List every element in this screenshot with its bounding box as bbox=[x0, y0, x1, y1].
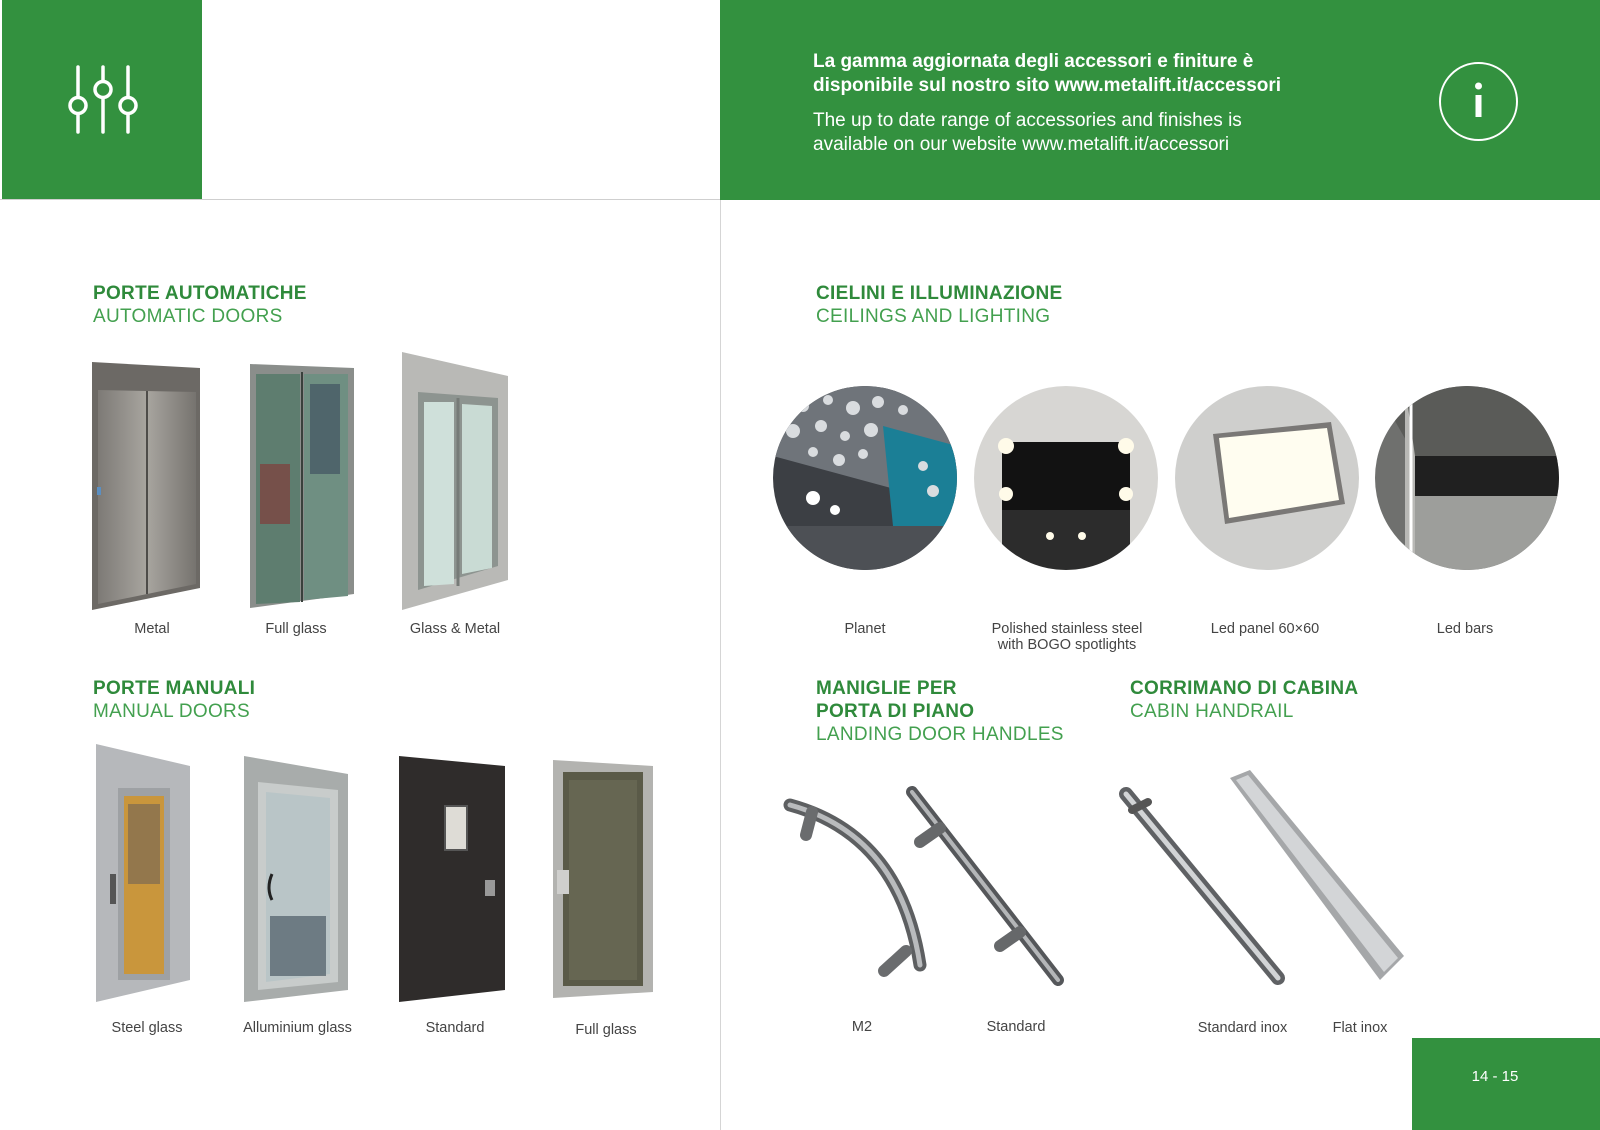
caption-full-glass-manual: Full glass bbox=[575, 1022, 637, 1038]
caption-m2: M2 bbox=[851, 1019, 873, 1035]
caption-alluminium-glass: Alluminium glass bbox=[243, 1020, 352, 1036]
door-alluminium-glass-image bbox=[244, 756, 350, 1006]
door-standard-image bbox=[399, 756, 507, 1006]
caption-standard-door: Standard bbox=[425, 1020, 485, 1036]
caption-led-bars: Led bars bbox=[1436, 621, 1494, 637]
handles-title-it-2: PORTA DI PIANO bbox=[816, 701, 975, 722]
handles-title-it-1: MANIGLIE PER bbox=[816, 678, 957, 699]
page-divider bbox=[720, 200, 721, 1130]
door-full-glass-manual-image bbox=[553, 760, 655, 1000]
automatic-doors-title-en: AUTOMATIC DOORS bbox=[93, 306, 283, 327]
manual-doors-title-en: MANUAL DOORS bbox=[93, 701, 251, 722]
page-number-block bbox=[1412, 1038, 1600, 1130]
door-metal-image bbox=[92, 362, 202, 612]
caption-planet: Planet bbox=[844, 621, 886, 637]
handles-title-en: LANDING DOOR HANDLES bbox=[816, 724, 1064, 745]
ceiling-led-panel-image bbox=[1175, 386, 1359, 570]
header-info-banner bbox=[720, 0, 1600, 200]
ceilings-title-en: CEILINGS AND LIGHTING bbox=[816, 306, 1051, 327]
sliders-icon bbox=[68, 64, 140, 136]
caption-glass-metal: Glass & Metal bbox=[409, 621, 501, 637]
info-icon bbox=[1438, 61, 1519, 142]
caption-polished-steel: Polished stainless steel with BOGO spotlights bbox=[991, 621, 1143, 653]
handrail-title-en: CABIN HANDRAIL bbox=[1130, 701, 1294, 722]
caption-steel-glass: Steel glass bbox=[111, 1020, 183, 1036]
handrail-title-it: CORRIMANO DI CABINA bbox=[1130, 678, 1359, 699]
handrail-flat-inox-image bbox=[1218, 768, 1408, 988]
ceiling-led-bars-image bbox=[1375, 386, 1559, 570]
caption-full-glass-auto: Full glass bbox=[265, 621, 327, 637]
ceilings-title-it: CIELINI E ILLUMINAZIONE bbox=[816, 283, 1063, 304]
header-divider bbox=[0, 199, 720, 200]
ceiling-polished-steel-image bbox=[974, 386, 1158, 570]
page-numbers: 14 - 15 bbox=[1471, 1068, 1519, 1085]
automatic-doors-title-it: PORTE AUTOMATICHE bbox=[93, 283, 307, 304]
caption-flat-inox: Flat inox bbox=[1332, 1020, 1388, 1036]
door-full-glass-image bbox=[250, 364, 356, 610]
header-left-block bbox=[2, 0, 202, 199]
handle-standard-image bbox=[900, 780, 1070, 990]
info-text-en: The up to date range of accessories and finishes is available on our website www.metalift.it/accessori bbox=[813, 110, 1242, 155]
manual-doors-title-it: PORTE MANUALI bbox=[93, 678, 256, 699]
info-text-it: La gamma aggiornata degli accessori e finiture è disponibile sul nostro sito www.metalift.it/accessori bbox=[813, 51, 1282, 96]
door-steel-glass-image bbox=[96, 744, 192, 1004]
caption-standard-handle: Standard bbox=[986, 1019, 1046, 1035]
caption-standard-inox: Standard inox bbox=[1197, 1020, 1288, 1036]
caption-led-panel: Led panel 60×60 bbox=[1210, 621, 1320, 637]
caption-metal: Metal bbox=[134, 621, 170, 637]
ceiling-planet-image bbox=[773, 386, 957, 570]
door-glass-metal-image bbox=[402, 352, 510, 614]
